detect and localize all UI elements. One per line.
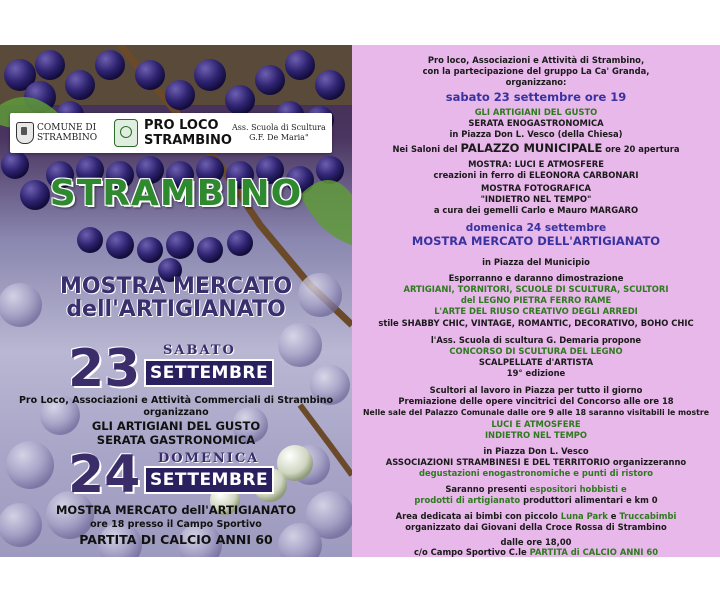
- left-organizers: Pro Loco, Associazioni e Attività Commerciali di Strambino: [18, 395, 334, 406]
- sponsor-logos-bar: [10, 113, 332, 153]
- sat-saloni: Nei Saloni del PALAZZO MUNICIPALE ore 20 apertura: [392, 141, 680, 155]
- sun-piazza-vesco: in Piazza Don L. Vesco: [483, 446, 589, 456]
- event-title-line-1: MOSTRA MERCATO: [59, 274, 293, 299]
- day2-month: SETTEMBRE: [144, 466, 274, 494]
- saturday-heading: sabato 23 settembre ore 19: [445, 90, 627, 104]
- sun-sale-palazzo: Nelle sale del Palazzo Comunale dalle ore 9 alle 18 saranno visitabili le mostre: [363, 408, 709, 417]
- proloco-crest-icon: [114, 119, 138, 147]
- day2-number: 24: [68, 445, 141, 505]
- sunday-mostra-heading: MOSTRA MERCATO DELL'ARTIGIANATO: [411, 234, 661, 248]
- sunday-heading: domenica 24 settembre: [465, 222, 607, 234]
- proloco-line-1: PRO LOCO: [144, 118, 219, 133]
- sun-degustazioni: degustazioni enogastronomiche e punti di ristoro: [419, 468, 653, 478]
- flyer: [0, 45, 720, 557]
- intro-line-1: Pro loco, Associazioni e Attività di Strambino,: [427, 55, 645, 65]
- sat-piazza: in Piazza Don L. Vesco (della Chiesa): [449, 129, 623, 139]
- sun-associazioni: ASSOCIAZIONI STRAMBINESI E DEL TERRITORIO organizzeranno: [385, 457, 687, 467]
- event-title: [0, 275, 352, 321]
- right-panel: [352, 45, 720, 557]
- sat-gusto: GLI ARTIGIANI DEL GUSTO: [474, 107, 598, 117]
- sun-campo-partita: c/o Campo Sportivo C.le PARTITA di CALCIO ANNI 60: [413, 547, 659, 557]
- sun-espositori: Saranno presenti espositori hobbisti e: [445, 484, 627, 494]
- left-gusto: GLI ARTIGIANI DEL GUSTO: [91, 419, 261, 433]
- comune-logo: [16, 113, 97, 153]
- sun-artigiani: ARTIGIANI, TORNITORI, SCUOLE DI SCULTURA, SCULTORI: [403, 284, 669, 294]
- sun-dalle-ore: dalle ore 18,00: [500, 537, 572, 547]
- event-title-line-2: dell'ARTIGIANATO: [66, 297, 286, 322]
- left-serata: SERATA GASTRONOMICA: [96, 433, 256, 447]
- sun-esporranno: Esporranno e daranno dimostrazione: [448, 273, 624, 283]
- left-campo: ore 18 presso il Campo Sportivo: [90, 519, 262, 530]
- sun-riuso: L'ARTE DEL RIUSO CREATIVO DEGLI ARREDI: [434, 306, 638, 316]
- sun-shabby: stile SHABBY CHIC, VINTAGE, ROMANTIC, DECORATIVO, BOHO CHIC: [378, 318, 694, 328]
- sun-scalpellate: SCALPELLATE d'ARTISTA: [478, 357, 594, 367]
- sat-indietro: "INDIETRO NEL TEMPO": [480, 194, 592, 204]
- sun-ass-scultura: l'Ass. Scuola di scultura G. Demaria propone: [430, 335, 642, 345]
- sun-croce-rossa: organizzato dai Giovani della Croce Rossa di Strambino: [405, 522, 667, 532]
- sun-premiazione: Premiazione delle opere vincitrici del Concorso alle ore 18: [398, 396, 674, 406]
- sun-scultori: Scultori al lavoro in Piazza per tutto il giorno: [429, 385, 643, 395]
- intro-line-2: con la partecipazione del gruppo La Ca' Granda,: [422, 66, 650, 76]
- town-title: STRAMBINO: [49, 173, 303, 214]
- sun-area-bimbi: Area dedicata ai bimbi con piccolo Luna Park e Truccabimbi: [395, 511, 677, 521]
- palazzo-municipale: PALAZZO MUNICIPALE: [460, 141, 603, 155]
- assoc-line-2: G.F. De Maria": [249, 133, 309, 142]
- sun-edizione: 19° edizione: [506, 368, 566, 378]
- sun-prodotti: prodotti di artigianato produttori alimentari e km 0: [414, 495, 658, 505]
- sun-indietro: INDIETRO NEL TEMPO: [484, 430, 588, 440]
- assoc-line-1: Ass. Scuola di Scultura: [232, 123, 326, 132]
- proloco-logo: [114, 113, 232, 153]
- left-organize: organizzano: [143, 407, 209, 418]
- day2-weekday: DOMENICA: [158, 451, 260, 466]
- day1-month: SETTEMBRE: [144, 359, 274, 387]
- comune-line-2: STRAMBINO: [37, 133, 98, 143]
- proloco-line-2: STRAMBINO: [144, 133, 232, 148]
- left-mostra-mercato: MOSTRA MERCATO dell'ARTIGIANATO: [55, 503, 296, 517]
- sat-margaro: a cura dei gemelli Carlo e Mauro MARGARO: [433, 205, 639, 215]
- sun-legno: del LEGNO PIETRA FERRO RAME: [460, 295, 612, 305]
- comune-crest-icon: [16, 122, 34, 144]
- comune-line-1: COMUNE DI: [37, 123, 97, 133]
- day1-number: 23: [68, 339, 141, 399]
- sat-mostra-foto: MOSTRA FOTOGRAFICA: [481, 183, 591, 193]
- sat-serata: SERATA ENOGASTRONOMICA: [468, 118, 604, 128]
- sun-concorso: CONCORSO DI SCULTURA DEL LEGNO: [449, 346, 623, 356]
- intro-line-3: organizzano:: [505, 77, 567, 87]
- sun-luci: LUCI E ATMOSFERE: [491, 419, 581, 429]
- sat-carbonari: creazioni in ferro di ELEONORA CARBONARI: [433, 170, 639, 180]
- sat-mostra-luci: MOSTRA: LUCI E ATMOSFERE: [468, 159, 604, 169]
- left-panel: [0, 45, 352, 557]
- day1-weekday: SABATO: [163, 343, 236, 358]
- sun-piazza-municipio: in Piazza del Municipio: [482, 257, 590, 267]
- assoc-logo: [232, 113, 326, 153]
- left-partita: PARTITA DI CALCIO ANNI 60: [79, 532, 273, 547]
